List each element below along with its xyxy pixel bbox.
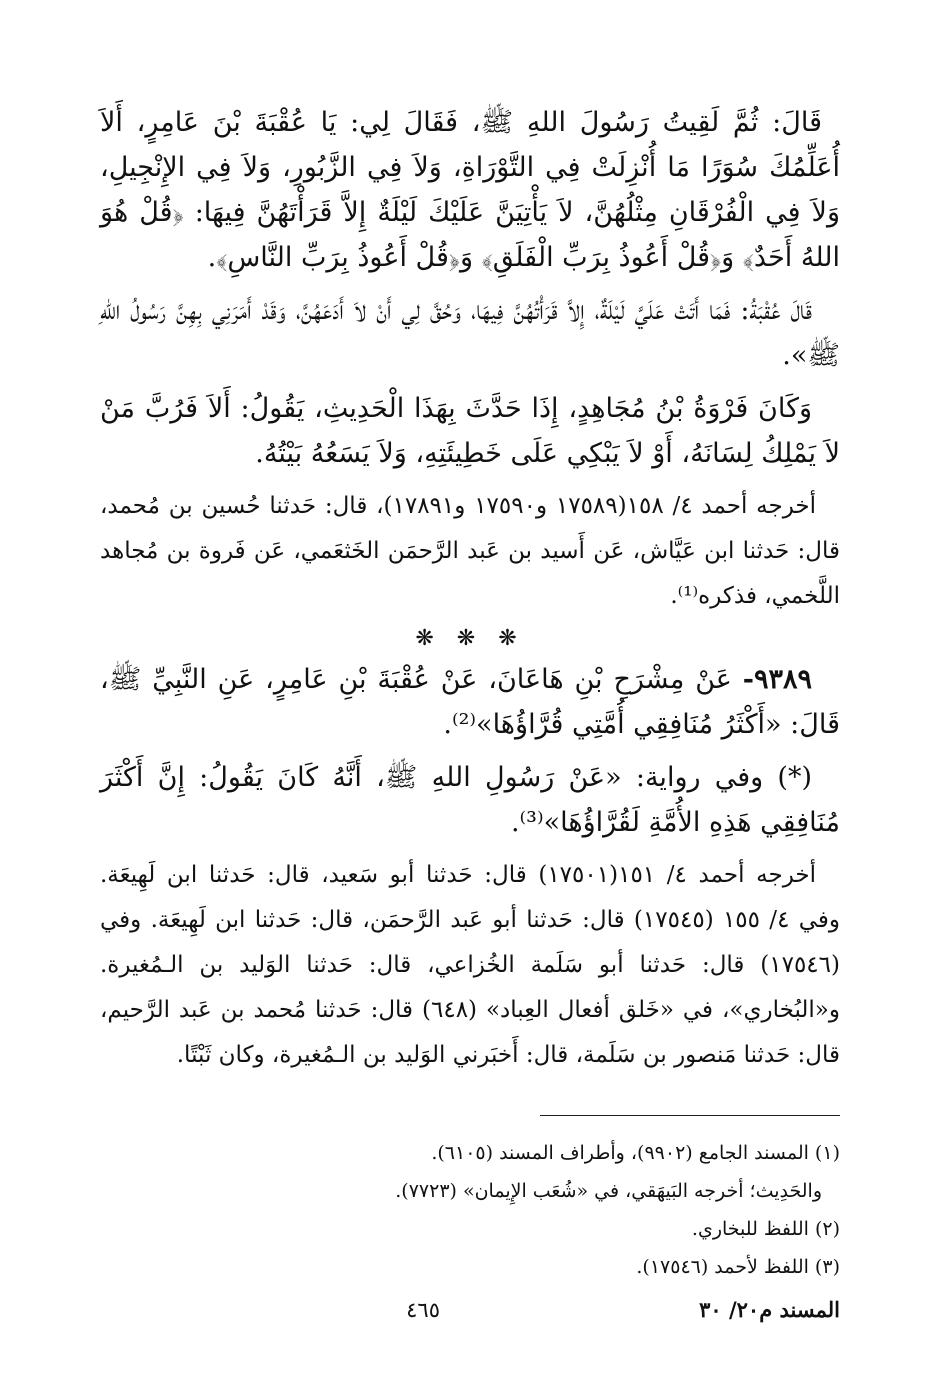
section-separator: ❋ ❋ ❋ [415, 626, 525, 651]
hadith-9389-text: عَنْ مِشْرَحِ بْنِ هَاعَانَ، عَنْ عُقْبَةَ بْنِ عَامِرٍ، عَنِ النَّبِيِّ ﷺ، قَالَ: «أَكْثَرُ مُنَافِقِي أُمَّتِي قُرَّاؤُهَا»⁽²⁾. [100, 664, 840, 740]
footnote-3: (٣) اللفظ لأحمد (١٧٥٤٦). [636, 1256, 840, 1278]
footnotes [100, 1115, 840, 1286]
footnote-2: (٢) اللفظ للبخاري. [691, 1218, 840, 1240]
takhrij-paragraph-2: أخرجه أحمد ٤/ ١٥١(١٧٥٠١) قال: حَدثنا أبو سَعيد، قال: حَدثنا ابن لَهِيعَة. وفي ٤/ ١٥٥ (١٧٥٤٥) قال: حَدثنا أبو عَبد الرَّحمَن، قال: حَدثنا ابن لَهِيعَة. وفي (١٧٥٤٦) قال: حَدثنا أبو سَلَمة الخُزاعي، قال: حَدثنا الوَليد بن الـمُغيرة. و«البُخاري»، في «خَلق أفعال العِباد» (٦٤٨) قال: حَدثنا مُحمد بن عَبد الرَّحيم، قال: حَدثنا مَنصور بن سَلَمة، قال: أَخبَرني الوَليد بن الـمُغيرة، وكان ثَبْتًا. [100, 862, 840, 1068]
hadith-riwaya-paragraph: (*) وفي رواية: «عَنْ رَسُولِ اللهِ ﷺ، أَنَّهُ كَانَ يَقُولُ: إِنَّ أَكْثَرَ مُنَافِقِي هَذِهِ الأُمَّةِ لَقُرَّاؤُهَا»⁽³⁾. [100, 762, 840, 838]
takhrij-paragraph-1: أخرجه أحمد ٤/ ١٥٨(١٧٥٨٩ و١٧٥٩٠ و١٧٨٩١)، قال: حَدثنا حُسين بن مُحمد، قال: حَدثنا ابن عَيَّاش، عَن أَسيد بن عَبد الرَّحمَن الخَثعَمي، عَن فَروة بن مُجاهد اللَّخمي، فذكره⁽¹⁾. [100, 493, 840, 609]
hadith-text-paragraph-1: قَالَ: ثُمَّ لَقِيتُ رَسُولَ اللهِ ﷺ، فَقَالَ لِي: يَا عُقْبَةَ بْنَ عَامِرٍ، أَلاَ أُعَلِّمُكَ سُوَرًا مَا أُنْزِلَتْ فِي التَّوْرَاةِ، وَلاَ فِي الزَّبُورِ، وَلاَ فِي الإِنْجِيلِ، وَلاَ فِي الْفُرْقَانِ مِثْلُهُنَّ، لاَ يَأْتِيَنَّ عَلَيْكَ لَيْلَةٌ إِلاَّ قَرَأْتَهُنَّ فِيهَا: ﴿قُلْ هُوَ اللهُ أَحَدٌ﴾ وَ﴿قُلْ أَعُوذُ بِرَبِّ الْفَلَقِ﴾ وَ﴿قُلْ أَعُوذُ بِرَبِّ النَّاسِ﴾. [100, 107, 840, 273]
footnote-1-continuation: والحَدِيث؛ أخرجه البَيهَقي، في «شُعَب الإِيمان» (٧٧٢٣). [395, 1180, 822, 1202]
hadith-9389-paragraph [100, 657, 840, 747]
footnote-1: (١) المسند الجامع (٩٩٠٢)، وأطراف المسند (٦١٠٥). [431, 1142, 840, 1164]
hadith-text-paragraph-2: قَالَ عُقْبَةُ: فَمَا أَتَتْ عَلَيَّ لَيْلَةٌ، إِلاَّ قَرَأْتُهُنَّ فِيهَا، وَحُقَّ لِي أَنْ لاَ أَدَعَهُنَّ، وَقَدْ أَمَرَنِي بِهِنَّ رَسُولُ اللهِ ﷺ». [100, 295, 840, 371]
hadith-number: ٩٣٨٩- [742, 664, 812, 695]
footnote-divider [540, 1115, 840, 1116]
volume-signature: المسند م٢٠/ ٣٠ [699, 1297, 840, 1322]
page-number: ٤٦٥ [406, 1298, 440, 1322]
page-content [100, 100, 840, 1340]
hadith-text-paragraph-3: وَكَانَ فَرْوَةُ بْنُ مُجَاهِدٍ، إِذَا حَدَّثَ بِهَذَا الْحَدِيثِ، يَقُولُ: أَلاَ فَرُبَّ مَنْ لاَ يَمْلِكُ لِسَانَهُ، أَوْ لاَ يَبْكِي عَلَى خَطِيئَتِهِ، وَلاَ يَسَعُهُ بَيْتُهُ. [100, 393, 840, 469]
